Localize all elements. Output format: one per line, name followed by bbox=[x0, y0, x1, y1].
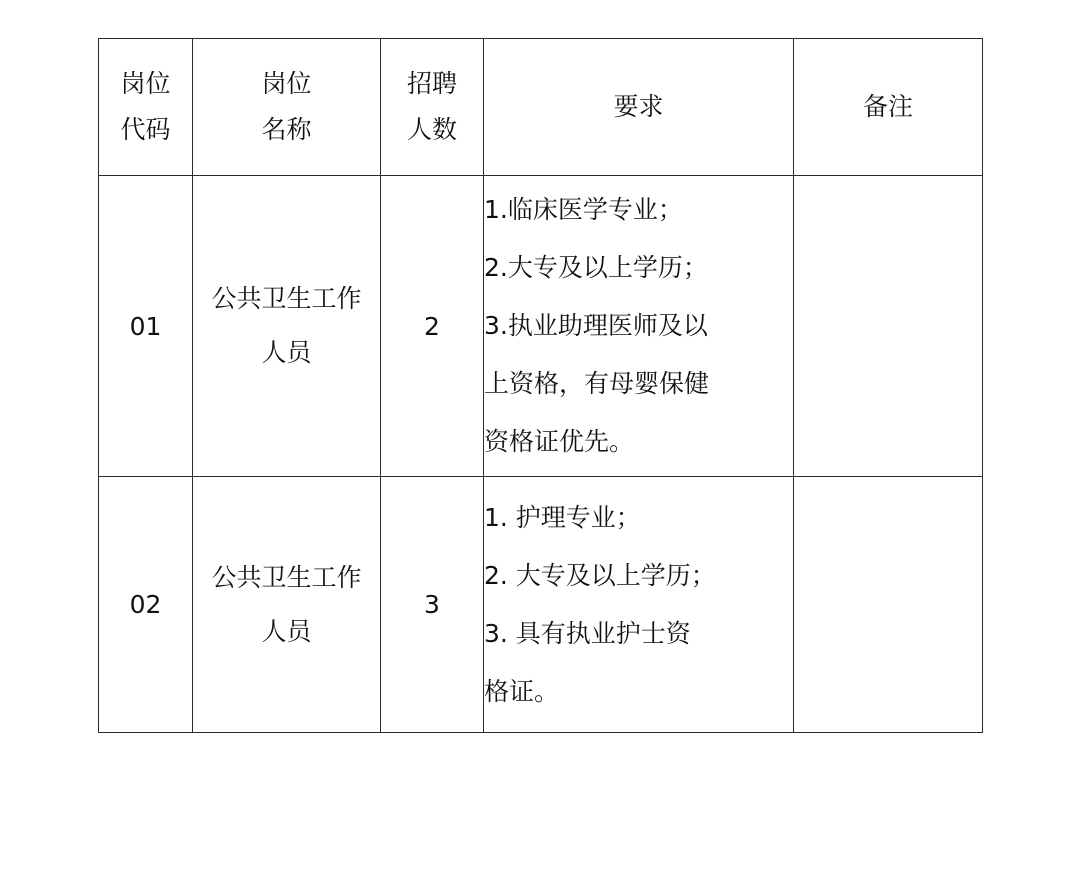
header-line: 名称 bbox=[261, 115, 312, 144]
cell-remark bbox=[794, 176, 983, 477]
cell-position-code: 01 bbox=[99, 176, 193, 477]
cell-headcount: 2 bbox=[381, 176, 484, 477]
cell-position-code: 02 bbox=[99, 477, 193, 733]
cell-position-name bbox=[193, 176, 381, 477]
requirement-line: 3.执业助理医师及以 bbox=[484, 311, 708, 340]
cell-requirements bbox=[484, 477, 794, 733]
column-header-position-name bbox=[193, 39, 381, 176]
requirement-line: 3. 具有执业护士资 bbox=[484, 618, 691, 648]
cell-requirements bbox=[484, 176, 794, 477]
requirement-line: 1.临床医学专业； bbox=[484, 195, 683, 224]
requirement-line: 上资格，有母婴保健 bbox=[484, 369, 710, 398]
name-line: 公共卫生工作 bbox=[211, 562, 362, 592]
header-line: 岗位 bbox=[261, 69, 312, 98]
table-row bbox=[99, 477, 983, 733]
requirement-line: 2. 大专及以上学历； bbox=[484, 560, 716, 590]
cell-remark bbox=[794, 477, 983, 733]
cell-headcount: 3 bbox=[381, 477, 484, 733]
requirement-line: 2.大专及以上学历； bbox=[484, 253, 708, 282]
table-row bbox=[99, 176, 983, 477]
name-line: 公共卫生工作 bbox=[211, 284, 362, 313]
column-header-position-code bbox=[99, 39, 193, 176]
column-header-requirements bbox=[484, 39, 794, 176]
name-line: 人员 bbox=[261, 616, 312, 646]
header-line: 岗位 bbox=[120, 69, 171, 98]
header-line: 备注 bbox=[862, 92, 913, 121]
header-line: 招聘 bbox=[406, 69, 457, 98]
column-header-remarks bbox=[794, 39, 983, 176]
requirement-line: 1. 护理专业； bbox=[484, 502, 641, 532]
requirement-line: 资格证优先。 bbox=[484, 427, 635, 456]
recruitment-position-table bbox=[98, 38, 983, 733]
table-header-row bbox=[99, 39, 983, 176]
cell-position-name bbox=[193, 477, 381, 733]
header-line: 要求 bbox=[613, 92, 664, 121]
requirement-line: 格证。 bbox=[484, 676, 560, 706]
name-line: 人员 bbox=[261, 338, 312, 367]
header-line: 人数 bbox=[406, 115, 457, 144]
column-header-headcount bbox=[381, 39, 484, 176]
header-line: 代码 bbox=[120, 115, 171, 144]
